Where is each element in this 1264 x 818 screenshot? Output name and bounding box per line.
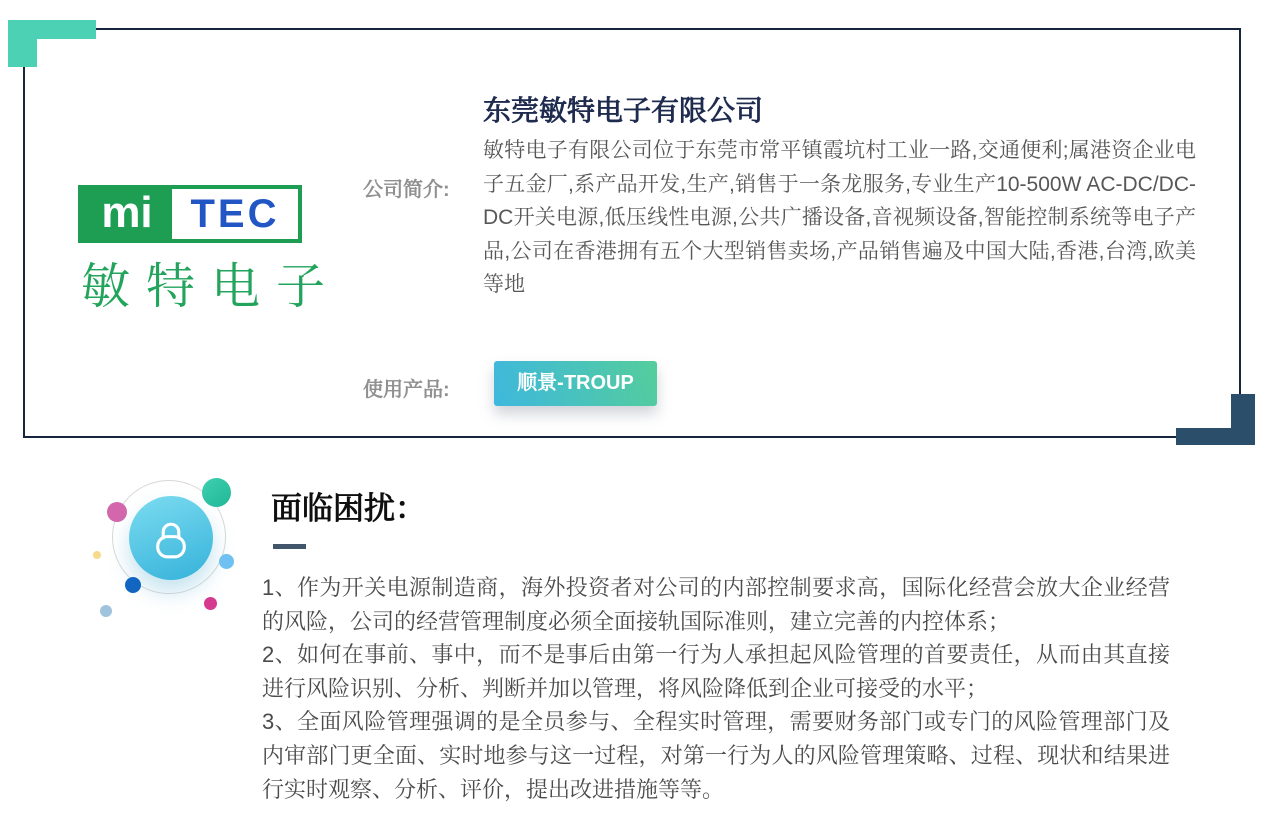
product-button[interactable]: 顺景-TROUP	[494, 361, 657, 406]
company-card	[23, 28, 1241, 438]
corner-accent-top-left	[8, 20, 37, 67]
challenges-list	[262, 571, 1170, 806]
decor-dot-teal	[202, 478, 231, 507]
profile-label: 公司简介:	[363, 179, 450, 201]
logo-mi-text: mi	[82, 189, 172, 239]
lock-icon-cluster	[85, 460, 245, 625]
products-label: 使用产品:	[363, 379, 450, 401]
challenges-heading: 面临困扰：	[271, 491, 426, 526]
logo-tec-text: TEC	[190, 192, 280, 236]
decor-dot-pink	[107, 502, 127, 522]
lock-icon	[149, 516, 193, 560]
heading-dash	[273, 544, 306, 549]
company-title: 东莞敏特电子有限公司	[483, 95, 764, 126]
profile-text: 敏特电子有限公司位于东莞市常平镇霞坑村工业一路,交通便利;属港资企业电子五金厂,系产品开发,生产,销售于一条龙服务,专业生产10-500W AC-DC/DC-DC开关电源,低压线性电源,公共广播设备,音视频设备,智能控制系统等电子产品,公司在香港拥有五个大型销售卖场,产品销售遍及中国大陆,香港,台湾,欧美等地	[483, 139, 1196, 296]
challenge-item-1: 1、作为开关电源制造商，海外投资者对公司的内部控制要求高，国际化经营会放大企业经营的风险，公司的经营管理制度必须全面接轨国际准则，建立完善的内控体系；	[262, 575, 1170, 634]
decor-dot-magenta	[204, 597, 217, 610]
decor-dot-lightblue	[219, 554, 234, 569]
challenge-item-2: 2、如何在事前、事中，而不是事后由第一行为人承担起风险管理的首要责任，从而由其直接进行风险识别、分析、判断并加以管理，将风险降低到企业可接受的水平；	[262, 642, 1170, 701]
corner-accent-bottom-right	[1231, 394, 1255, 445]
logo-chinese-text: 敏特电子	[81, 260, 342, 314]
decor-dot-paleblue	[100, 605, 112, 617]
decor-dot-yellow	[93, 551, 101, 559]
lock-circle	[129, 496, 213, 580]
decor-dot-darkblue	[125, 577, 141, 593]
company-logo	[78, 185, 302, 243]
challenge-item-3: 3、全面风险管理强调的是全员参与、全程实时管理，需要财务部门或专门的风险管理部门及内审部门更全面、实时地参与这一过程，对第一行为人的风险管理策略、过程、现状和结果进行实时观察、分析、评价，提出改进措施等等。	[262, 709, 1170, 802]
